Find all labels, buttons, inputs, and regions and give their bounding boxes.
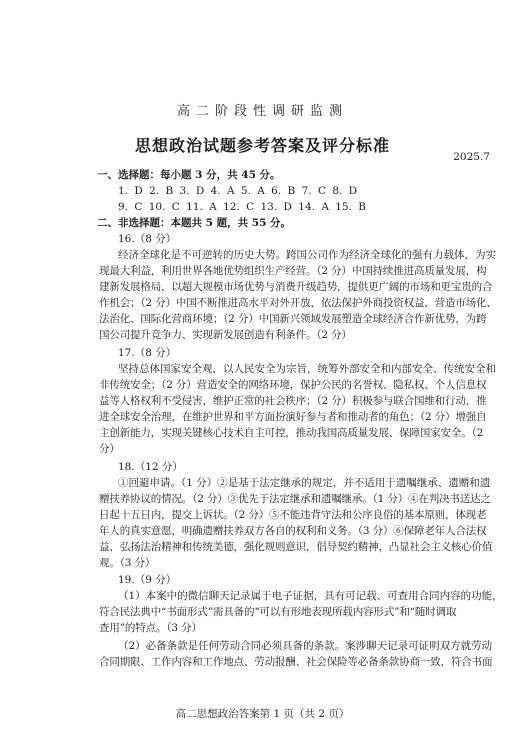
answer-line: 非传统安全；（2 分）营造安全的网络环境，保护公民的名誉权、隐私权、个人信息权: [99, 379, 487, 391]
choice-answers-row: 9. C 10. C 11. A 12. C 13. D 14. A 15. B: [118, 201, 367, 213]
answer-line: 坚持总体国家安全观，以人民安全为宗旨，统筹外部安全和内部安全、传统安全和: [118, 363, 496, 375]
nonchoice-section-heading: 二、非选择题：本题共 5 题，共 55 分。: [97, 217, 292, 229]
answer-line: 益，弘扬法治精神和传统美德，强化规则意识，倡导契约精神，凸显社会主义核心价值: [99, 541, 493, 553]
answer-line: 合同期限、工作内容和工作地点、劳动报酬、社会保险等必备条款协商一致，符合书面: [99, 656, 493, 668]
answer-line: 赠扶养协议的情况。（2 分）③优先于法定继承和遗嘱继承。（1 分）④在判决书送达之: [99, 493, 491, 505]
exam-subheading: 高二阶段性调研监测: [176, 104, 348, 119]
choice-answers-row: 1. D 2. B 3. D 4. A 5. A 6. B 7. C 8. D: [118, 185, 358, 197]
choice-section-heading: 一、选择题：每小题 3 分，共 45 分。: [97, 169, 281, 181]
question-label: 17.（8 分）: [118, 347, 177, 359]
answer-line: 观。（3 分）: [99, 557, 156, 569]
answer-line: 益等人格权利不受侵害，维护正常的社会秩序；（2 分）积极参与联合国维和行动，推: [99, 395, 487, 407]
question-label: 19.（9 分）: [118, 574, 177, 586]
answer-line: 进全球安全治理，在维护世界和平方面扮演好参与者和推动者的角色；（2 分）增强自: [99, 411, 487, 423]
answer-line: ①回避申请。（1 分）②是基于法定继承的规定，并不适用于遗嘱继承、遗赠和遗: [118, 477, 491, 489]
question-label: 16.（8 分）: [118, 233, 177, 245]
answer-line: 现最大利益，利用世界各地优势组织生产经营。（2 分）中国持续推进高质量发展，构: [99, 265, 487, 277]
answer-line: 法治化、国际化营商环境；（2 分）中国新兴领域发展塑造全球经济合作新优势，为跨: [99, 313, 487, 325]
exam-date: 2025.7: [453, 151, 490, 163]
answer-line: 作机会；（2 分）中国不断推进高水平对外开放，依法保护外商投资权益，营造市场化、: [99, 297, 497, 309]
answer-line: （1）本案中的微信聊天记录属于电子证据，具有可记载、可查用合同内容的功能，: [118, 590, 503, 602]
answer-line: 年人的真实意愿，明确遗赠扶养双方各自的权利和义务。（3 分）⑥保障老年人合法权: [99, 525, 487, 537]
question-label: 18.（12 分）: [118, 461, 183, 473]
answer-line: 国公司提升竞争力、实现新发展创造有利条件。（2 分）: [99, 329, 352, 341]
answer-line: 查用”的特点。（3 分）: [99, 622, 202, 634]
answer-line: 分）: [99, 443, 120, 455]
answer-line: 主创新能力，实现关键核心技术自主可控，推动我国高质量发展、保障国家安全。（2: [99, 427, 484, 439]
page-footer: 高二思想政治答案第 1 页（共 2 页）: [175, 708, 350, 720]
answer-line: 建新发展格局，以超大规模市场优势与消费升级趋势，提供更广阔的市场和更宝贵的合: [99, 281, 493, 293]
answer-line: 符合民法典中“书面形式”需具备的“可以有形地表现所载内容形式”和“随时调取: [99, 606, 457, 618]
answer-line: 日起十五日内，提交上诉状。（2 分）⑤不能违背守法和公序良俗的基本原则，体现老: [99, 509, 487, 521]
page-title: 思想政治试题参考答案及评分标准: [134, 136, 390, 155]
answer-line: （2）必备条款是任何劳动合同必须具备的条款。案涉聊天记录可证明双方就劳动: [118, 640, 493, 652]
answer-line: 经济全球化是不可逆转的历史大势。跨国公司作为经济全球化的强有力载体，为实: [118, 249, 496, 261]
